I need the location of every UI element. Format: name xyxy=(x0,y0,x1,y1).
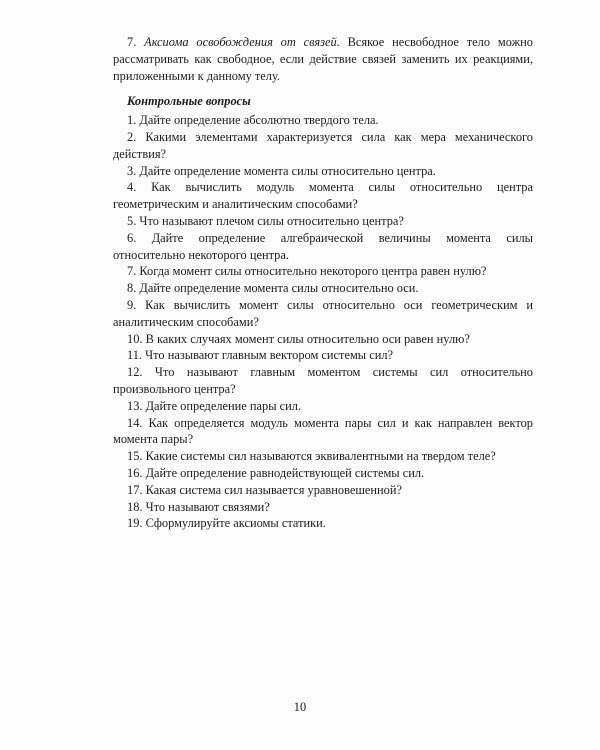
axiom-text: . Всякое несвободное тело можно рассматривать как свободное, если действие связей заменить их реакциями, приложенными к данному телу. xyxy=(113,35,533,83)
question-item: 16. Дайте определение равнодействующей системы сил. xyxy=(127,465,425,480)
axiom-paragraph xyxy=(113,34,533,84)
question-item: 11. Что называют главным вектором системы сил? xyxy=(127,348,394,363)
axiom-term: Аксиома освобождения от связей xyxy=(144,35,337,49)
question-item: 4. Как вычислить модуль момента силы относительно центра геометрическим и аналитическим способами? xyxy=(113,180,533,212)
question-item: 5. Что называют плечом силы относительно центра? xyxy=(127,213,404,228)
page-number: 10 xyxy=(293,700,307,714)
questions-list xyxy=(113,112,533,532)
question-item: 10. В каких случаях момент силы относительно оси равен нулю? xyxy=(127,331,470,346)
question-item: 12. Что называют главным моментом системы сил относительно произвольного центра? xyxy=(113,365,533,396)
question-item: 6. Дайте определение алгебраической величины момента силы относительно некоторого центра. xyxy=(113,230,533,262)
question-item: 7. Когда момент силы относительно некоторого центра равен нулю? xyxy=(127,264,487,279)
section-title: Контрольные вопросы xyxy=(127,94,251,109)
question-item: 8. Дайте определение момента силы относительно оси. xyxy=(127,281,419,296)
question-item: 1. Дайте определение абсолютно твердого тела. xyxy=(127,113,379,128)
question-item: 17. Какая система сил называется уравновешенной? xyxy=(127,482,402,497)
axiom-number: 7. xyxy=(127,35,137,49)
question-item: 14. Как определяется модуль момента пары сил и как направлен вектор момента пары? xyxy=(113,415,533,447)
question-item: 3. Дайте определение момента силы относительно центра. xyxy=(127,163,436,178)
text-block xyxy=(113,34,533,532)
question-item: 13. Дайте определение пары сил. xyxy=(127,398,302,413)
question-item: 15. Какие системы сил называются эквивалентными на твердом теле? xyxy=(127,449,496,464)
question-item: 19. Сформулируйте аксиомы статики. xyxy=(127,516,326,531)
question-item: 18. Что называют связями? xyxy=(127,499,270,514)
question-item: 2. Какими элементами характеризуется сила как мера механического действия? xyxy=(113,129,533,161)
question-item: 9. Как вычислить момент силы относительно оси геометрическим и аналитическим способами? xyxy=(113,297,533,329)
